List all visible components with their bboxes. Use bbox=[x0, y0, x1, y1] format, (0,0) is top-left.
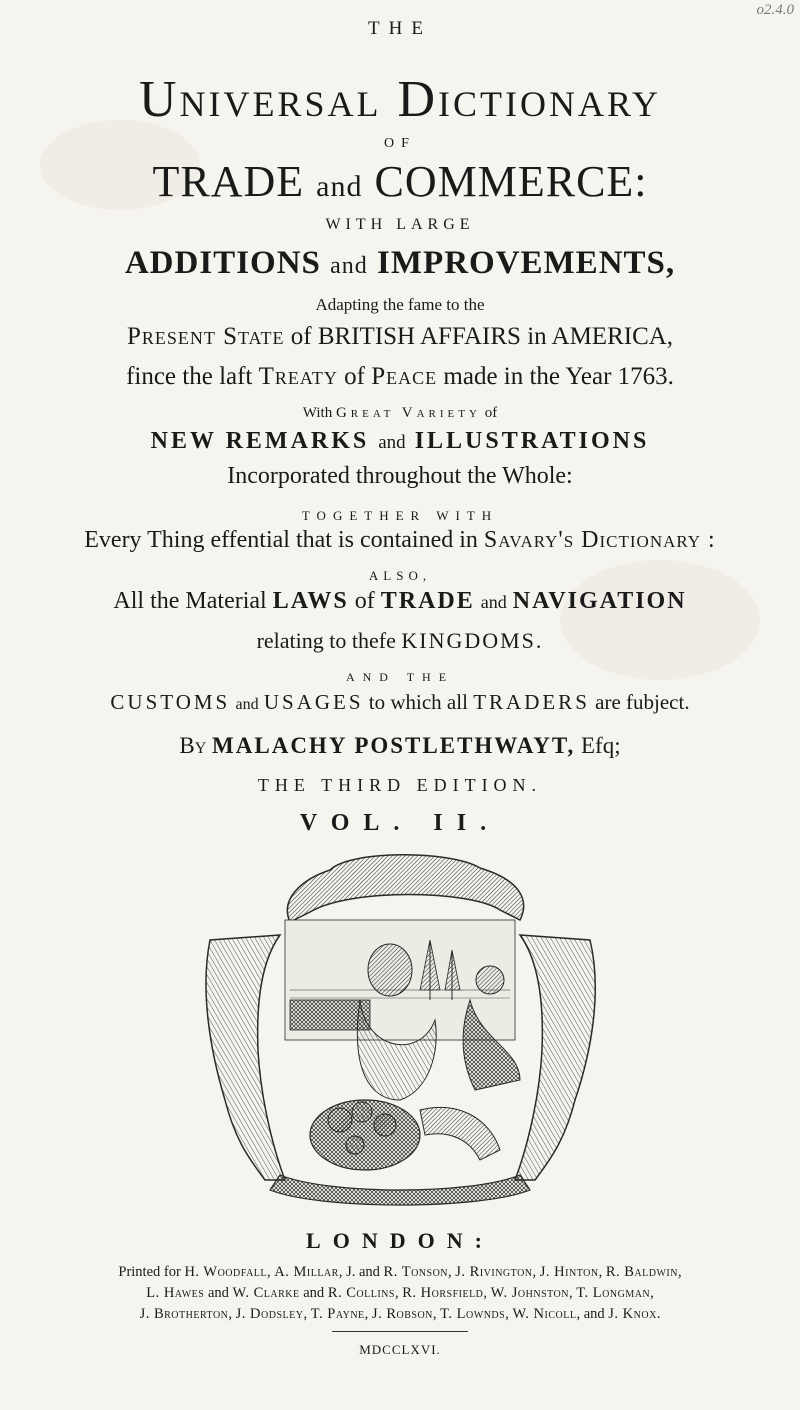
imprint-text: , bbox=[394, 1285, 403, 1301]
publisher-name: J. Rivington bbox=[455, 1264, 533, 1280]
by-word: By bbox=[179, 733, 207, 758]
british-affairs: BRITISH AFFAIRS bbox=[317, 323, 521, 350]
and-word: and bbox=[316, 170, 363, 203]
imprint-city: LONDON: bbox=[306, 1228, 494, 1253]
traders-word: TRADERS bbox=[473, 690, 590, 714]
are-subject: are fubject. bbox=[595, 690, 690, 714]
also-line: ALSO, bbox=[368, 568, 432, 583]
great-variety: Great Variety bbox=[335, 405, 481, 421]
publisher-name: T. Lownds bbox=[440, 1306, 506, 1322]
imprint-line-2 bbox=[20, 1283, 780, 1304]
present-state-line bbox=[0, 323, 800, 351]
imprint-text: , bbox=[650, 1285, 654, 1301]
laws-word: LAWS bbox=[272, 588, 349, 614]
imprint-text: , bbox=[505, 1306, 513, 1322]
imprint-text: , bbox=[448, 1264, 456, 1280]
trade-word: TRADE bbox=[152, 157, 305, 206]
imprint-text: , bbox=[228, 1306, 236, 1322]
volume-line: VOL. II. bbox=[299, 810, 501, 836]
great-variety-line bbox=[0, 405, 800, 422]
publisher-name: W. Nicoll bbox=[512, 1306, 577, 1322]
usages-word: USAGES bbox=[263, 690, 364, 714]
of-word: of bbox=[290, 323, 312, 350]
with-large: WITH LARGE bbox=[325, 216, 475, 233]
imprint-text: , bbox=[364, 1306, 372, 1322]
illustrations: ILLUSTRATIONS bbox=[414, 428, 650, 454]
and-word: and bbox=[330, 253, 368, 279]
imprint-text: , bbox=[483, 1285, 491, 1301]
since-the-last: fince the laft bbox=[126, 363, 253, 390]
additions-improvements bbox=[0, 245, 800, 282]
edition-line: THE THIRD EDITION. bbox=[257, 775, 543, 795]
imprint-text: , bbox=[532, 1264, 540, 1280]
in-america: in AMERICA, bbox=[527, 323, 674, 350]
imprint-text: , bbox=[598, 1264, 606, 1280]
trade-caps: TRADE bbox=[380, 588, 475, 614]
and-word: and bbox=[378, 432, 406, 453]
publisher-name: R. Horsfield bbox=[402, 1285, 484, 1301]
imprint-text: , bbox=[677, 1264, 682, 1280]
and-the-line: AND THE bbox=[345, 670, 455, 684]
relating-to: relating to thefe bbox=[256, 628, 396, 653]
imprint-line-3 bbox=[20, 1304, 780, 1325]
adapting-line: Adapting the fame to the bbox=[315, 295, 485, 314]
improvements-word: IMPROVEMENTS, bbox=[377, 245, 676, 281]
of-word: of bbox=[484, 405, 498, 421]
and-word: and bbox=[480, 592, 507, 612]
publisher-name: T. Payne bbox=[310, 1306, 365, 1322]
publisher-name: R. Collins bbox=[327, 1285, 395, 1301]
incorporated-line: Incorporated throughout the Whole: bbox=[227, 463, 573, 489]
subtitle-trade-commerce bbox=[0, 156, 800, 213]
publisher-name: A. Millar bbox=[274, 1264, 339, 1280]
publisher-name: J. Brotherton bbox=[139, 1306, 229, 1322]
publisher-name: W. Clarke bbox=[232, 1285, 300, 1301]
made-in-year: made in the Year 1763. bbox=[443, 363, 674, 390]
publisher-name: J. Dodsley bbox=[235, 1306, 304, 1322]
treaty-word: Treaty bbox=[258, 363, 338, 390]
commerce-word: COMMERCE: bbox=[374, 157, 648, 206]
publisher-name: J. Robson bbox=[371, 1306, 433, 1322]
imprint-line-1 bbox=[20, 1262, 780, 1283]
together-with: TOGETHER WITH bbox=[301, 508, 499, 523]
with-word: With bbox=[302, 405, 333, 421]
publisher-name: T. Longman bbox=[576, 1285, 651, 1301]
imprint-text: , bbox=[303, 1306, 311, 1322]
all-the-material: All the Material bbox=[113, 588, 267, 614]
savarys-dictionary: Savary's Dictionary : bbox=[483, 527, 716, 553]
author-line bbox=[0, 733, 800, 759]
esq-word: Efq; bbox=[581, 733, 621, 758]
imprint-text: Printed for bbox=[118, 1264, 185, 1280]
publisher-name: J. Knox bbox=[608, 1306, 657, 1322]
treaty-line bbox=[0, 363, 800, 391]
frontispiece-engraving bbox=[190, 850, 610, 1222]
imprint-text: , bbox=[432, 1306, 441, 1322]
imprint-text: . bbox=[656, 1306, 661, 1322]
imprint-text: , bbox=[267, 1264, 275, 1280]
peace-word: Peace bbox=[371, 363, 438, 390]
and-word: and bbox=[235, 696, 259, 713]
author-name: MALACHY POSTLETHWAYT, bbox=[212, 733, 576, 758]
page-title: Universal Dictionary bbox=[138, 71, 662, 128]
imprint-text: , and bbox=[576, 1306, 609, 1322]
customs-line bbox=[0, 690, 800, 715]
cornucopia-fruit bbox=[310, 1100, 500, 1170]
imprint-text: , bbox=[569, 1285, 577, 1301]
title-of: OF bbox=[384, 136, 416, 151]
kingdoms-word: KINGDOMS. bbox=[401, 628, 544, 653]
additions-word: ADDITIONS bbox=[124, 245, 321, 281]
new-remarks: NEW REMARKS bbox=[150, 428, 370, 454]
imprint-text: and bbox=[204, 1285, 233, 1301]
title-the: THE bbox=[368, 18, 432, 39]
every-thing-line bbox=[0, 527, 800, 554]
imprint-date: MDCCLXVI. bbox=[359, 1342, 441, 1357]
publisher-name: R. Tonson bbox=[383, 1264, 449, 1280]
publisher-name: R. Baldwin bbox=[605, 1264, 678, 1280]
of-word: of bbox=[344, 363, 365, 390]
customs-word: CUSTOMS bbox=[110, 690, 231, 714]
relating-line bbox=[0, 628, 800, 654]
publisher-name: H. Woodfall bbox=[184, 1264, 268, 1280]
imprint-rule bbox=[332, 1331, 468, 1332]
present-state: Present State bbox=[126, 323, 285, 350]
publisher-name: L. Hawes bbox=[146, 1285, 205, 1301]
of-word: of bbox=[354, 588, 375, 614]
to-which-all: to which all bbox=[368, 690, 468, 714]
navigation-word: NAVIGATION bbox=[512, 588, 687, 614]
publisher-name: W. Johnston bbox=[490, 1285, 570, 1301]
corner-shelfmark: o2.4.0 bbox=[756, 2, 794, 18]
every-thing: Every Thing effential that is contained in bbox=[84, 527, 478, 553]
imprint-text: , J. and bbox=[338, 1264, 384, 1280]
publisher-name: J. Hinton bbox=[539, 1264, 599, 1280]
imprint-text: and bbox=[299, 1285, 328, 1301]
laws-line bbox=[0, 588, 800, 615]
new-remarks-line bbox=[0, 428, 800, 455]
